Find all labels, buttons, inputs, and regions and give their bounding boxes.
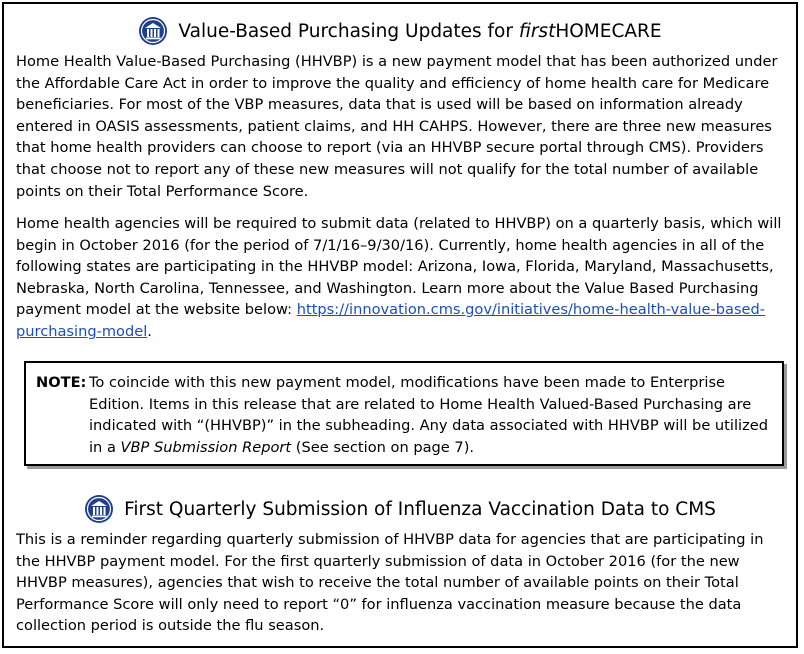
note-text: To coincide with this new payment model, modifications have been made to Enterprise Edition. Items in this release that are related to Home Health Valued-Based Purchasing are indicated with “(HHVBP)” in the subheading. Any data associated with HHVBP will be utilized in a VBP Submission Report (See section on page 7). (89, 374, 768, 456)
section2-paragraph: This is a reminder regarding quarterly submission of HHVBP data for agencies that are participating in the HHVBP payment model. For the first quarterly submission of data in October 2016 (for the new HHVBP measures), agencies that wish to receive the total number of available points on their Total Performance Score will only need to report “0” for influenza vaccination measure because the data collection period is outside the flu season. (16, 531, 764, 635)
section2-heading (4, 494, 796, 524)
section2-title: First Quarterly Submission of Influenza Vaccination Data to CMS (124, 498, 716, 520)
vbp-report-name: VBP Submission Report (120, 438, 292, 456)
building-columns-icon (84, 494, 114, 524)
note-box (24, 361, 784, 466)
building-columns-icon (138, 16, 168, 46)
section1-paragraph-1: Home Health Value-Based Purchasing (HHVBP) is a new payment model that has been authorized under the Affordable Care Act in order to improve the quality and efficiency of home health care for Medicare beneficiaries. For most of the VBP measures, data that is used will be based on information already entered in OASIS assessments, patient claims, and HH CAHPS. However, there are three new measures that home health providers can choose to report (via an HHVBP secure portal through CMS). Providers that choose not to report any of these new measures will not qualify for the total number of available points on their Total Performance Score. (16, 53, 778, 200)
hhvbp-model-link[interactable]: https://innovation.cms.gov/initiatives/home-health-value-based-purchasing-model (16, 301, 766, 340)
section1-paragraph-2: Home health agencies will be required to submit data (related to HHVBP) on a quarterly basis, which will begin in October 2016 (for the period of 7/1/16–9/30/16). Currently, home health agencies in all of the following states are participating in the HHVBP model: Arizona, Iowa, Florida, Maryland, Massachusetts, Nebraska, North Carolina, Tennessee, and Washington. Learn more about the Value Based Purchasing payment model at the website below: https://innovation.cms.gov/initiatives/home-health-value-based-purchasing-model. (16, 215, 782, 340)
section1-heading (4, 16, 796, 46)
newsletter-frame (2, 2, 798, 648)
note-label: NOTE: (36, 374, 87, 391)
section1-title: Value-Based Purchasing Updates for firstHOMECARE (178, 20, 662, 42)
